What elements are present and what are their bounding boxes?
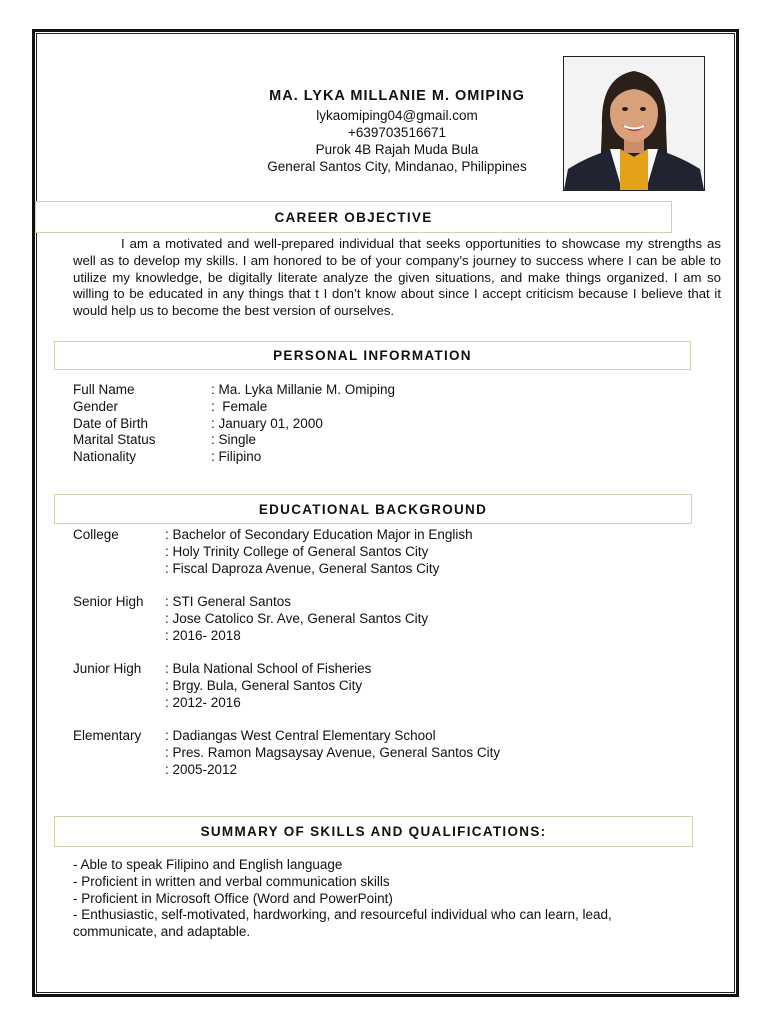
education-level: Junior High: [73, 661, 142, 676]
education-detail: : 2016- 2018: [165, 627, 241, 643]
personal-value: : Filipino: [211, 449, 262, 465]
personal-row: [73, 432, 395, 449]
education-detail: : Bachelor of Secondary Education Major in English: [165, 527, 473, 542]
career-objective-text: [73, 236, 721, 320]
personal-label: Gender: [73, 398, 119, 414]
educational-background-heading: EDUCATIONAL BACKGROUND: [54, 494, 692, 524]
education-entry-senior-high: [73, 594, 428, 644]
education-detail: : Bula National School of Fisheries: [165, 661, 372, 676]
education-detail: : Fiscal Daproza Avenue, General Santos City: [165, 560, 440, 576]
education-detail: : 2005-2012: [165, 761, 238, 777]
personal-information-heading: PERSONAL INFORMATION: [54, 341, 691, 370]
profile-photo: [563, 56, 705, 191]
education-detail: : STI General Santos: [165, 594, 292, 609]
skill-item: - Able to speak Filipino and English language: [73, 857, 343, 872]
education-detail: : Jose Catolico Sr. Ave, General Santos City: [165, 610, 429, 626]
education-detail: : Dadiangas West Central Elementary School: [165, 728, 436, 743]
personal-label: Date of Birth: [73, 415, 149, 431]
phone-text: +639703516671: [348, 125, 446, 140]
personal-row: [73, 382, 395, 399]
address-line-1: Purok 4B Rajah Muda Bula: [315, 142, 479, 157]
personal-value: : Female: [211, 398, 268, 414]
education-detail: : Brgy. Bula, General Santos City: [165, 677, 363, 693]
resume-header: [240, 88, 554, 175]
education-entry-elementary: [73, 728, 500, 778]
skill-item: - Enthusiastic, self-motivated, hardworking, and resourceful individual who can learn, lead, communicate, and adaptable.: [73, 907, 612, 940]
personal-value: : January 01, 2000: [211, 415, 323, 431]
education-entry-college: [73, 527, 473, 577]
education-level: College: [73, 527, 119, 542]
applicant-name: MA. LYKA MILLANIE M. OMIPING: [269, 88, 525, 104]
education-level: Senior High: [73, 594, 144, 609]
personal-label: Marital Status: [73, 432, 156, 448]
education-detail: : Pres. Ramon Magsaysay Avenue, General Santos City: [165, 744, 501, 760]
personal-value: : Ma. Lyka Millanie M. Omiping: [211, 382, 396, 397]
education-level: Elementary: [73, 728, 142, 743]
education-detail: : 2012- 2016: [165, 694, 241, 710]
email-text: lykaomiping04@gmail.com: [316, 108, 478, 123]
career-objective-heading: CAREER OBJECTIVE: [35, 201, 672, 233]
personal-row: [73, 399, 395, 416]
personal-label: Full Name: [73, 382, 135, 397]
education-detail: : Holy Trinity College of General Santos City: [165, 543, 429, 559]
skill-item: - Proficient in written and verbal communication skills: [73, 873, 390, 889]
career-objective-body: I am a motivated and well-prepared individual that seeks opportunities to showcase my strengths as well as to develop my skills. I am honored to be of your company’s journey to success where I can be able to utilize my knowledge, be digitally literate analyze the given situations, and make things organized. I am so willing to be educated in any things that t I don’t know about since I accept criticism because I believe that it would help us to become the best version of ourselves.: [73, 236, 721, 319]
personal-value: : Single: [211, 432, 257, 448]
skills-list: [73, 857, 693, 941]
skill-item: - Proficient in Microsoft Office (Word and PowerPoint): [73, 890, 393, 906]
personal-information-table: [73, 382, 395, 466]
address-line-2: General Santos City, Mindanao, Philippines: [267, 159, 527, 174]
skills-heading: SUMMARY OF SKILLS AND QUALIFICATIONS:: [54, 816, 693, 847]
personal-row: [73, 416, 395, 433]
personal-label: Nationality: [73, 449, 137, 465]
personal-row: [73, 449, 395, 466]
education-entry-junior-high: [73, 661, 371, 711]
